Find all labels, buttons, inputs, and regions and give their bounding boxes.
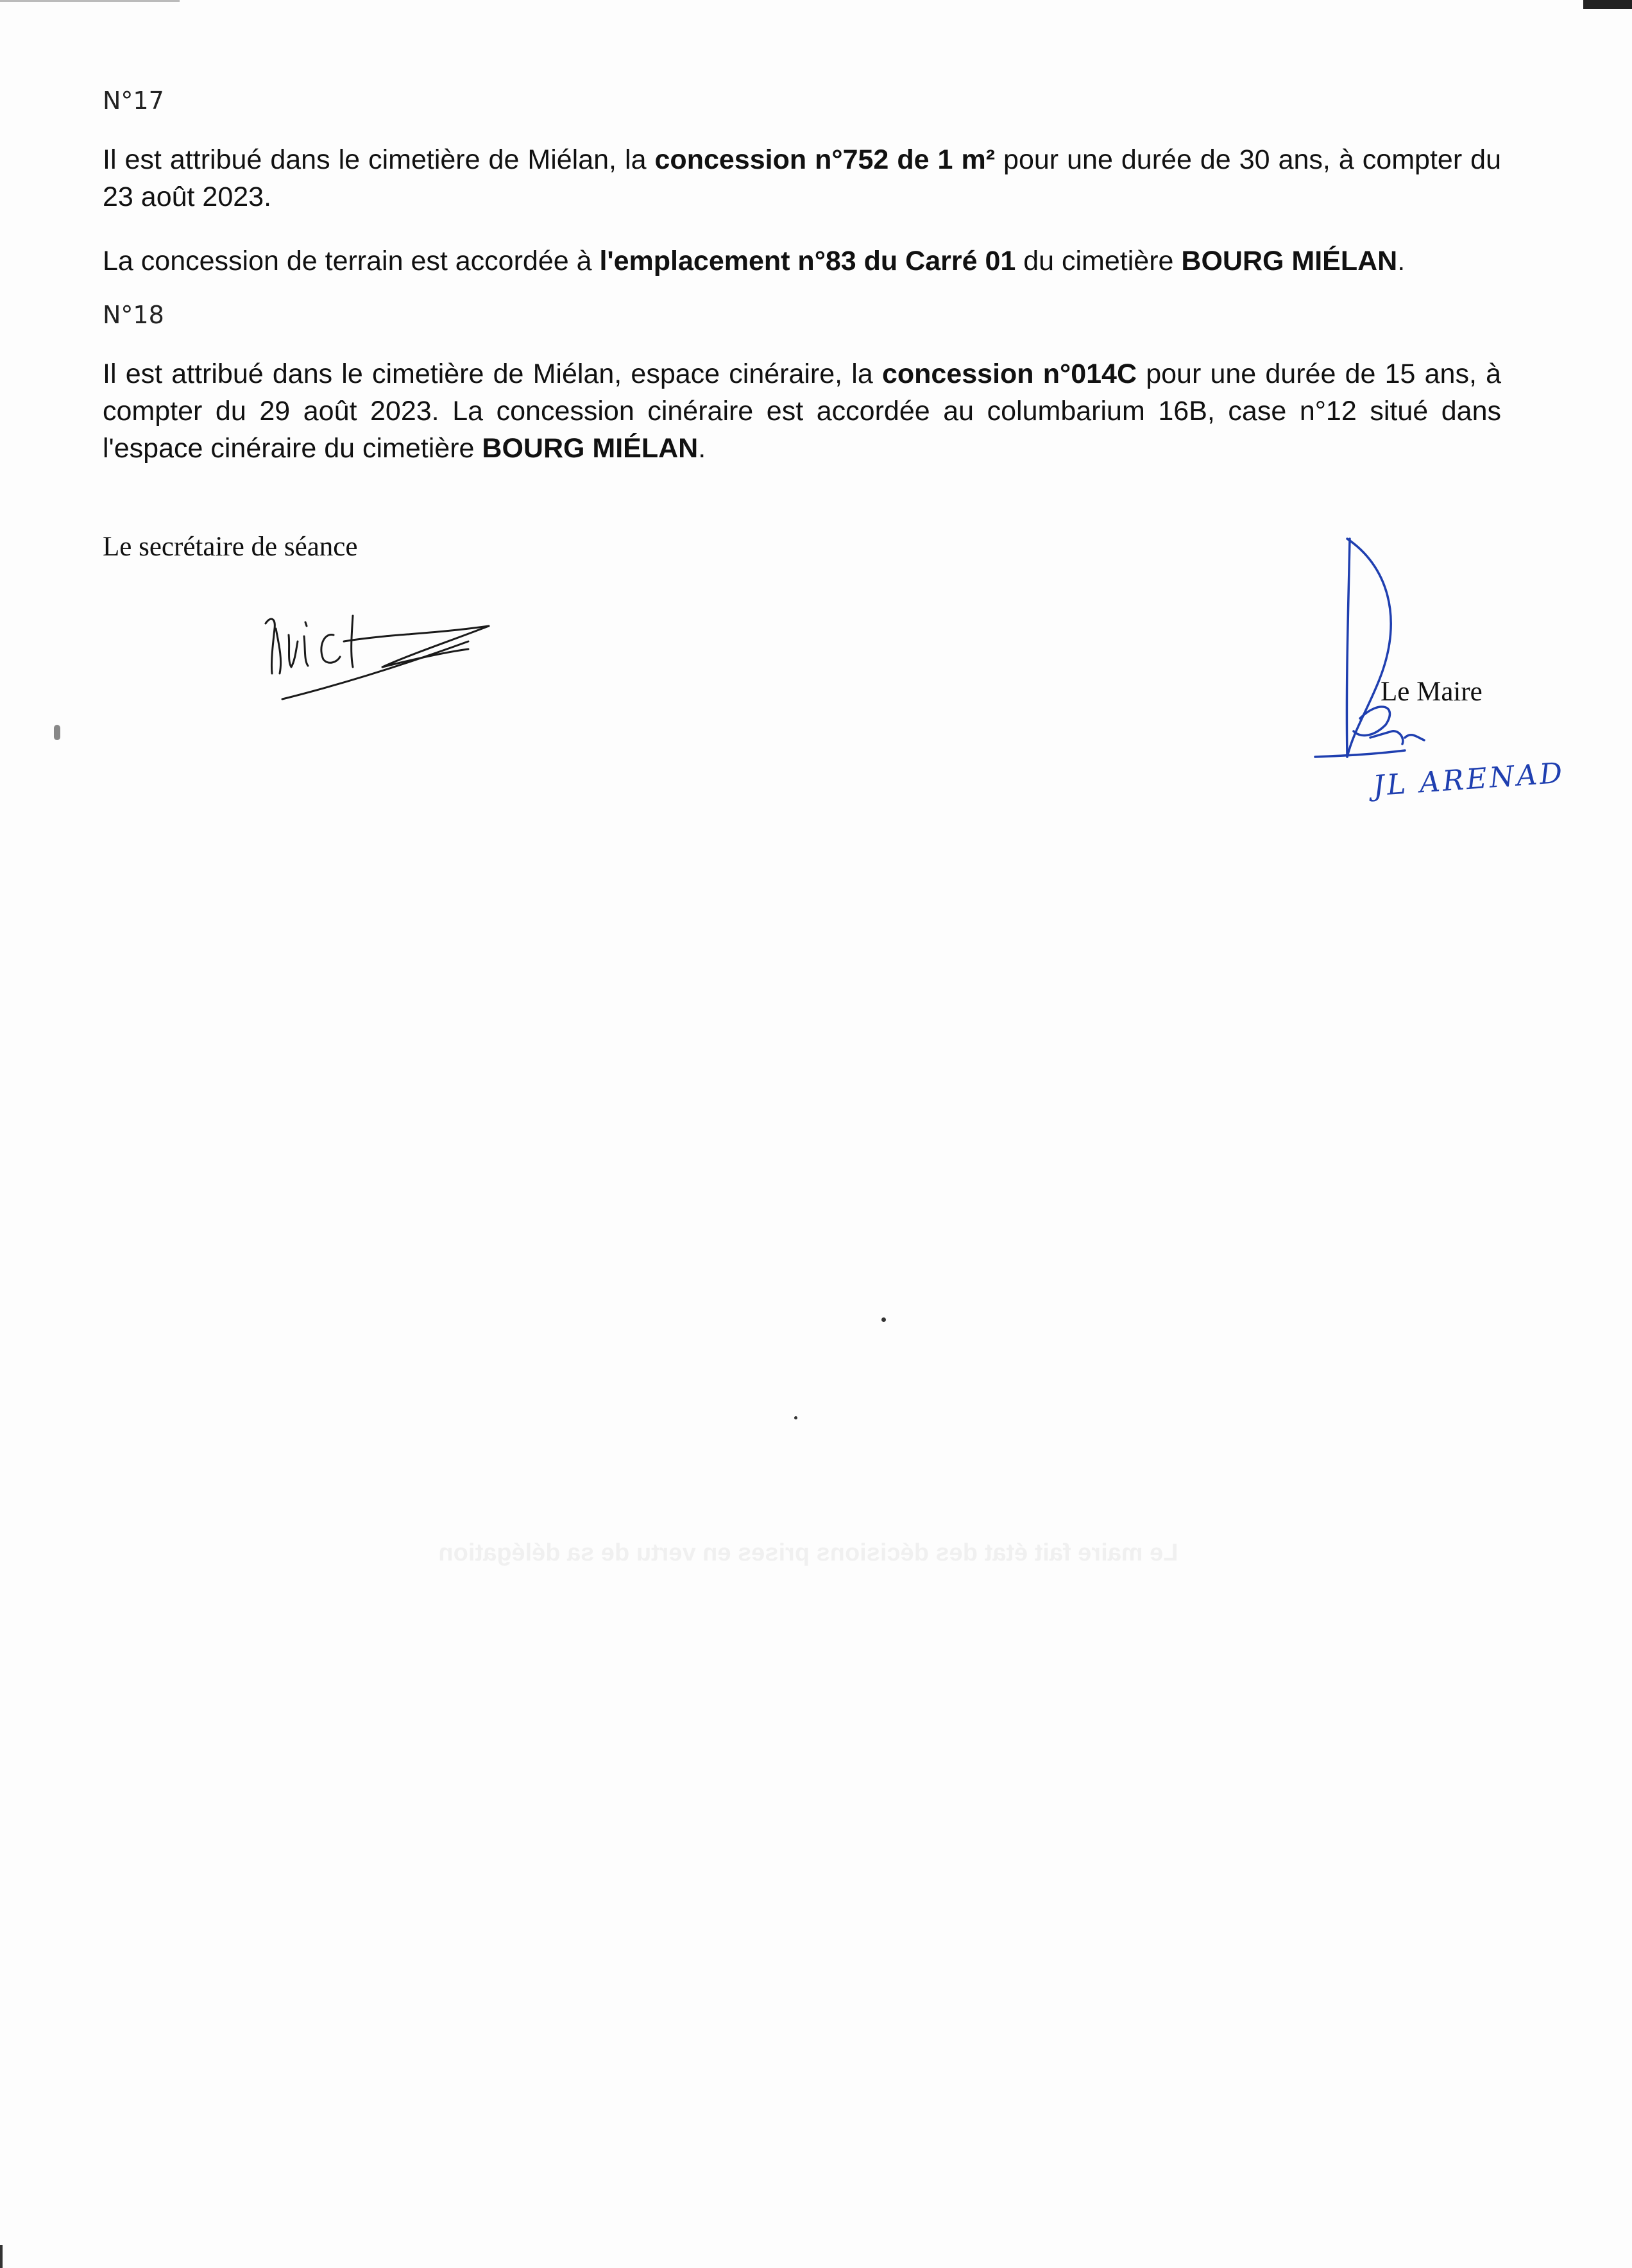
scan-speck bbox=[0, 2245, 3, 2268]
concession-reference: concession n°752 de 1 m² bbox=[654, 144, 996, 175]
text-run: pour une durée de 15 ans, à compter du 29 août 2023. La concession cinéraire est accordée au columbarium 16B, case n°12 situé dans l'espace cinéraire du cimetière bbox=[103, 359, 1501, 464]
verso-heading: Le maire fait état des décisions prises en vertu de sa délégation bbox=[438, 1539, 1178, 1566]
mayor-signature bbox=[1309, 526, 1527, 795]
text-run: Il est attribué dans le cimetière de Miélan, espace cinéraire, la bbox=[103, 359, 882, 389]
cemetery-name: BOURG MIÉLAN bbox=[1181, 246, 1398, 276]
text-run: pour une durée de 30 ans, à compter du 23 août 2023. bbox=[103, 144, 1501, 212]
entry-paragraph bbox=[103, 242, 1501, 280]
scan-speck bbox=[881, 1317, 886, 1322]
text-run: La concession de terrain est accordée à bbox=[103, 246, 600, 276]
entry-18 bbox=[103, 296, 1501, 467]
text-run: Il est attribué dans le cimetière de Miélan, la bbox=[103, 144, 655, 175]
text-run: . bbox=[698, 433, 706, 464]
secretary-signature bbox=[257, 590, 513, 718]
mayor-handwritten-name: JL ARENAD bbox=[1372, 756, 1566, 803]
mayor-label: Le Maire bbox=[1381, 677, 1483, 707]
text-run: du cimetière bbox=[1016, 246, 1182, 276]
scan-artifact-mark bbox=[1583, 0, 1632, 9]
cemetery-name: BOURG MIÉLAN bbox=[482, 433, 699, 464]
scan-speck bbox=[54, 725, 60, 740]
entry-number: N°18 bbox=[103, 301, 164, 329]
scan-artifact-line bbox=[0, 0, 180, 2]
verso-bleed-through bbox=[103, 1533, 1514, 1573]
entry-17 bbox=[103, 82, 1501, 280]
entry-number: N°17 bbox=[103, 87, 164, 115]
concession-reference: concession n°014C bbox=[881, 359, 1137, 389]
text-run: . bbox=[1397, 246, 1406, 276]
entry-paragraph bbox=[103, 141, 1501, 216]
scan-speck bbox=[794, 1416, 797, 1419]
secretary-label: Le secrétaire de séance bbox=[103, 532, 358, 562]
plot-reference: l'emplacement n°83 du Carré 01 bbox=[599, 246, 1016, 276]
entry-paragraph bbox=[103, 355, 1501, 467]
